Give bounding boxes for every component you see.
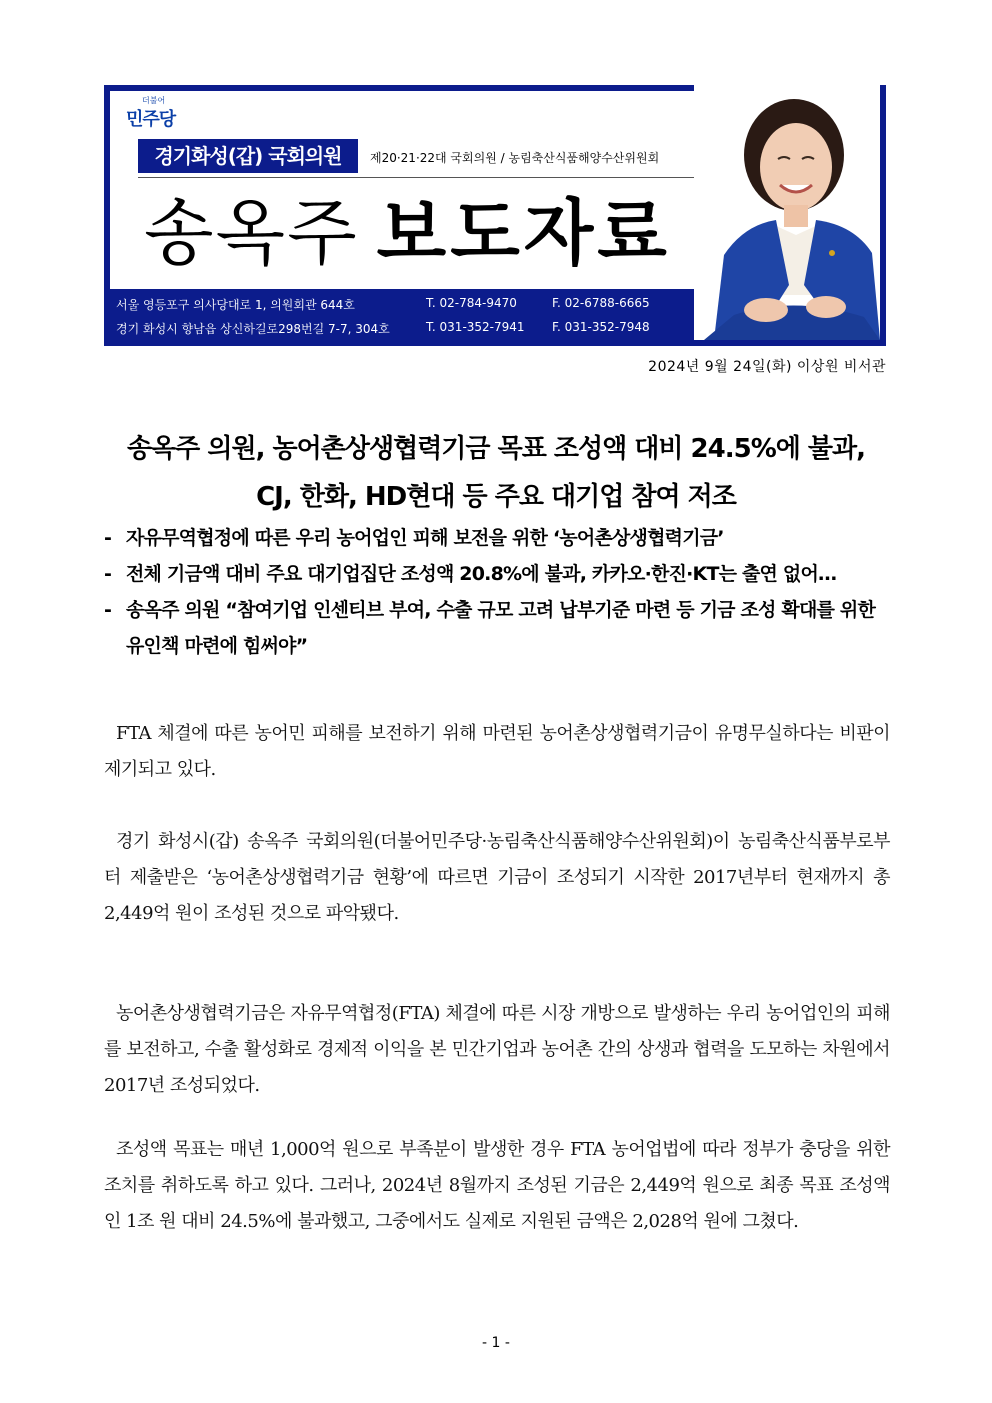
summary-bullets: [104, 520, 890, 664]
contact-tel: T. 02-784-9470: [426, 296, 517, 310]
body-paragraph: FTA 체결에 따른 농어민 피해를 보전하기 위해 마련된 농어촌상생협력기금이 유명무실하다는 비판이 제기되고 있다.: [104, 723, 890, 780]
bullet-text: 자유무역협정에 따른 우리 농어업인 피해 보전을 위한 ‘농어촌상생협력기금’: [126, 527, 724, 549]
member-title: 경기화성(갑) 국회의원: [138, 139, 358, 173]
contact-address: 경기 화성시 향남읍 상신하길로298번길 7-7, 304호: [116, 322, 390, 336]
bullet-text: 송옥주 의원 “참여기업 인센티브 부여, 수출 규모 고려 납부기준 마련 등 기금 조성 확대를 위한 유인책 마련에 힘써야”: [126, 599, 876, 657]
party-logo: [124, 93, 184, 137]
body-paragraph: 조성액 목표는 매년 1,000억 원으로 부족분이 발생한 경우 FTA 농어업법에 따라 정부가 충당을 위한 조치를 취하도록 하고 있다. 그러나, 2024년 8월까지 조성된 기금은 2,449억 원으로 최종 목표 조성액인 1조 원 대비 24.5%에 불과했고, 그중에서도 실제로 지원된 금액은 2,028억 원에 그쳤다.: [104, 1139, 890, 1232]
document-type: 보도자료: [376, 191, 671, 275]
headline-line-2: CJ, 한화, HD현대 등 주요 대기업 참여 저조: [256, 482, 736, 512]
body-paragraph: 농어촌상생협력기금은 자유무역협정(FTA) 체결에 따른 시장 개방으로 발생하는 우리 농어업인의 피해를 보전하고, 수출 활성화로 경제적 이익을 본 민간기업과 농어촌 간의 상생과 협력을 도모하는 차원에서 2017년 조성되었다.: [104, 1003, 890, 1096]
release-date: 2024년 9월 24일(화) 이상원 비서관: [648, 359, 886, 375]
contact-seoul: [116, 296, 650, 313]
bullet-dash: -: [104, 563, 112, 585]
contact-address: 서울 영등포구 의사당대로 1, 의원회관 644호: [116, 298, 355, 312]
member-name: 송옥주: [144, 191, 359, 275]
bullet-dash: -: [104, 527, 112, 549]
contact-tel: T. 031-352-7941: [426, 320, 525, 334]
member-subtitle: 제20·21·22대 국회의원 / 농림축산식품해양수산위원회: [370, 151, 660, 165]
contact-hwaseong: [116, 320, 650, 337]
portrait-illustration: [694, 85, 880, 340]
contact-fax: F. 031-352-7948: [552, 320, 650, 334]
party-logo-small: 더불어: [142, 96, 166, 105]
contact-fax: F. 02-6788-6665: [552, 296, 650, 310]
bullet-dash: -: [104, 599, 112, 621]
title-divider: [138, 177, 698, 178]
summary-bullet: [104, 556, 890, 592]
member-portrait: [694, 85, 880, 340]
party-logo-main: 민주당: [126, 109, 176, 130]
press-release-banner: [104, 85, 886, 346]
body-paragraph: 경기 화성시(갑) 송옥주 국회의원(더불어민주당·농림축산식품해양수산위원회)이 농림축산식품부로부터 제출받은 ‘농어촌상생협력기금 현황’에 따르면 기금이 조성되기 시작한 2017년부터 현재까지 총 2,449억 원이 조성된 것으로 파악됐다.: [104, 831, 890, 924]
summary-bullet: [104, 592, 890, 664]
summary-bullet: [104, 520, 890, 556]
page-number: - 1 -: [482, 1335, 510, 1351]
bullet-text: 전체 기금액 대비 주요 대기업집단 조성액 20.8%에 불과, 카카오·한진·KT는 출연 없어…: [126, 563, 837, 585]
headline-line-1: 송옥주 의원, 농어촌상생협력기금 목표 조성액 대비 24.5%에 불과,: [126, 434, 866, 464]
press-release-title: [144, 187, 671, 279]
